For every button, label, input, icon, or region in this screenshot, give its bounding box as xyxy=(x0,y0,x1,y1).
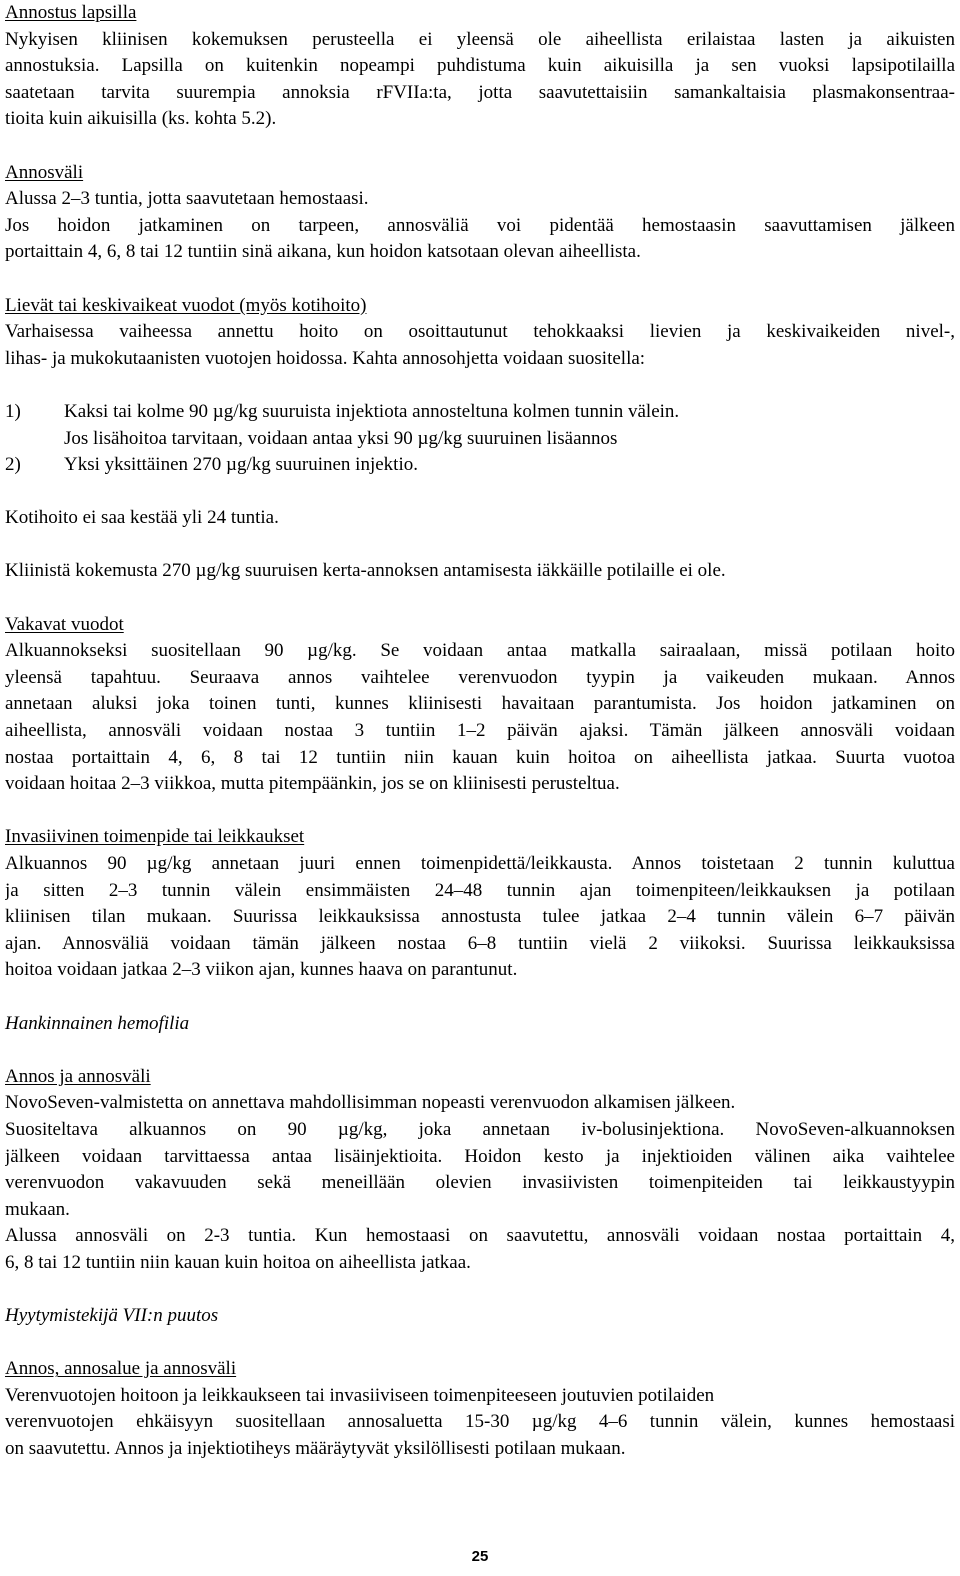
section-heading-dose-interval: Annosväli xyxy=(5,161,84,183)
paragraph-line: yleensä tapahtuu. Seuraava annos vaihtelee verenvuodon tyypin ja vaikeuden mukaan. Annos xyxy=(5,666,955,688)
paragraph-line: Jos hoidon jatkaminen on tarpeen, annosväliä voi pidentää hemostaasin saavuttamisen jälkeen xyxy=(5,214,955,236)
paragraph-line: portaittain 4, 6, 8 tai 12 tuntiin sinä aikana, kun hoidon katsotaan olevan aiheellista. xyxy=(5,241,641,263)
section-heading-acquired-haemophilia: Hankinnainen hemofilia xyxy=(5,1012,190,1034)
paragraph-line: Alussa 2–3 tuntia, jotta saavutetaan hemostaasi. xyxy=(5,188,369,210)
list-item xyxy=(5,399,955,426)
paragraph-line: Alkuannokseksi suositellaan 90 µg/kg. Se voidaan antaa matkalla sairaalaan, missä potilaan hoito xyxy=(5,640,955,662)
list-item-number: 2) xyxy=(5,454,21,476)
paragraph-line: Nykyisen kliinisen kokemuksen perusteella ei yleensä ole aiheellista erilaistaa lasten ja aikuisten xyxy=(5,28,955,50)
paragraph-line: 6, 8 tai 12 tuntiin niin kauan kuin hoitoa on aiheellista jatkaa. xyxy=(5,1251,471,1273)
list-item-number: 1) xyxy=(5,400,21,422)
paragraph-line: voidaan hoitaa 2–3 viikkoa, mutta pitempäänkin, jos se on kliinisesti perusteltua. xyxy=(5,773,620,795)
paragraph-line: annostuksia. Lapsilla on kuitenkin nopeampi puhdistuma kuin aikuisilla ja sen vuoksi lapsipotilailla xyxy=(5,55,955,77)
paragraph-line: Varhaisessa vaiheessa annettu hoito on osoittautunut tehokkaaksi lievien ja keskivaikeiden nivel-, xyxy=(5,321,955,343)
document-page xyxy=(5,0,955,1463)
paragraph-line: mukaan. xyxy=(5,1198,70,1220)
paragraph-line: Alkuannos 90 µg/kg annetaan juuri ennen toimenpidettä/leikkausta. Annos toistetaan 2 tunnin kuluttua xyxy=(5,853,955,874)
section-heading-severe-bleeds: Vakavat vuodot xyxy=(5,613,124,635)
list-item xyxy=(5,452,955,479)
section-heading-mild-moderate-bleeds: Lievät tai keskivaikeat vuodot (myös kotihoito) xyxy=(5,294,367,316)
paragraph-line: tioita kuin aikuisilla (ks. kohta 5.2). xyxy=(5,108,277,130)
paragraph-line: nostaa portaittain 4, 6, 8 tai 12 tuntiin niin kauan kuin hoitoa on aiheellista jatkaa. Suurta vuotoa xyxy=(5,746,955,768)
paragraph-line: NovoSeven-valmistetta on annettava mahdollisimman nopeasti verenvuodon alkamisen jälkeen. xyxy=(5,1092,736,1114)
paragraph-line: aiheellista, annosväli voidaan nostaa 3 tuntiin 1–2 päivän ajaksi. Tämän jälkeen annosväli voidaan xyxy=(5,720,955,742)
section-heading-dose-range-interval: Annos, annosalue ja annosväli xyxy=(5,1358,237,1380)
section-heading-invasive-procedure: Invasiivinen toimenpide tai leikkaukset xyxy=(5,826,305,848)
paragraph-line: lihas- ja mukokutaanisten vuotojen hoidossa. Kahta annosohjetta voidaan suositella: xyxy=(5,347,646,369)
list-item-text: Jos lisähoitoa tarvitaan, voidaan antaa yksi 90 µg/kg suuruinen lisäannos xyxy=(64,427,618,449)
paragraph-line: jälkeen voidaan tarvittaessa antaa lisäinjektioita. Hoidon kesto ja injektioiden välinen aika vaihtelee xyxy=(5,1145,955,1167)
paragraph-line: Suositeltava alkuannos on 90 µg/kg, joka annetaan iv-bolusinjektiona. NovoSeven-alkuannoksen xyxy=(5,1118,955,1140)
paragraph-line: ajan. Annosväliä voidaan tämän jälkeen nostaa 6–8 tuntiin vielä 2 viikoksi. Suurissa leikkauksissa xyxy=(5,932,955,954)
paragraph-line: saatetaan tarvita suurempia annoksia rFVIIa:ta, jotta saavutettaisiin samankaltaisia plasmakonsentraa- xyxy=(5,81,955,103)
paragraph-line: Verenvuotojen hoitoon ja leikkaukseen tai invasiiviseen toimenpiteeseen joutuvien potilaiden xyxy=(5,1384,715,1406)
paragraph-line: annetaan aluksi joka toinen tunti, kunnes kliinisesti havaitaan parantumista. Jos hoidon jatkaminen on xyxy=(5,693,955,715)
paragraph-line: ja sitten 2–3 tunnin välein ensimmäisten 24–48 tunnin ajan toimenpiteen/leikkauksen ja potilaan xyxy=(5,879,955,901)
section-heading-dosing-children: Annostus lapsilla xyxy=(5,2,137,23)
note-elderly: Kliinistä kokemusta 270 µg/kg suuruisen kerta-annoksen antamisesta iäkkäille potilaille ei ole. xyxy=(5,560,726,582)
paragraph-line: Alussa annosväli on 2-3 tuntia. Kun hemostaasi on saavutettu, annosväli voidaan nostaa portaittain 4, xyxy=(5,1225,955,1247)
page-number: 25 xyxy=(471,1548,489,1565)
list-item-continuation xyxy=(5,426,955,453)
paragraph-line: verenvuodon vakavuuden sekä meneillään olevien invasiivisten toimenpiteiden tai leikkaustyypin xyxy=(5,1172,955,1194)
note-home-treatment: Kotihoito ei saa kestää yli 24 tuntia. xyxy=(5,507,279,529)
section-heading-factor-vii-deficiency: Hyytymistekijä VII:n puutos xyxy=(5,1305,219,1327)
list-item-text: Kaksi tai kolme 90 µg/kg suuruista injektiota annosteltuna kolmen tunnin välein. xyxy=(64,400,680,422)
list-item-text: Yksi yksittäinen 270 µg/kg suuruinen injektio. xyxy=(64,454,418,476)
paragraph-line: verenvuotojen ehkäisyyn suositellaan annosaluetta 15-30 µg/kg 4–6 tunnin välein, kunnes hemostaasi xyxy=(5,1411,955,1433)
paragraph-line: on saavutettu. Annos ja injektiotiheys määräytyvät yksilöllisesti potilaan mukaan. xyxy=(5,1438,626,1460)
paragraph-line: kliinisen tilan mukaan. Suurissa leikkauksissa annostusta tulee jatkaa 2–4 tunnin välein 6–7 päivän xyxy=(5,906,955,928)
paragraph-line: hoitoa voidaan jatkaa 2–3 viikon ajan, kunnes haava on parantunut. xyxy=(5,959,518,981)
section-heading-dose-and-interval: Annos ja annosväli xyxy=(5,1065,151,1087)
